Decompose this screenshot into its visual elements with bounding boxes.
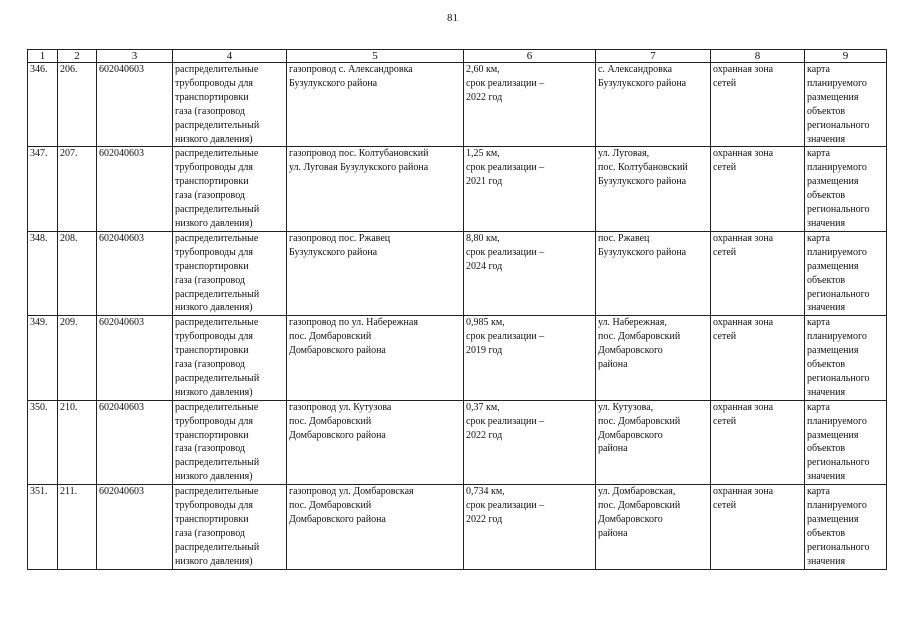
sub-number: 208. xyxy=(60,232,78,244)
zone-cell xyxy=(711,400,805,484)
row-number: 350. xyxy=(30,401,48,413)
table-header xyxy=(28,50,887,63)
type-cell xyxy=(173,316,287,400)
header-cell: 5 xyxy=(287,50,464,63)
object-code: 602040603 xyxy=(99,317,144,329)
object-name: газопровод ул. Кутузова пос. Домбаровский Домбаровского района xyxy=(289,401,392,441)
object-type: распределительные трубопроводы для транспортировки газа (газопровод распределительный низкого давления) xyxy=(175,486,260,567)
params-cell xyxy=(464,231,596,315)
map-cell xyxy=(805,400,887,484)
name-cell xyxy=(287,147,464,231)
name-cell xyxy=(287,63,464,147)
object-name: газопровод пос. Ржавец Бузулукского района xyxy=(289,232,391,258)
object-code: 602040603 xyxy=(99,401,144,413)
zone-type: охранная зона сетей xyxy=(713,232,774,258)
location-cell xyxy=(596,485,711,569)
object-params: 0,734 км, срок реализации – 2022 год xyxy=(466,486,545,525)
type-cell xyxy=(173,485,287,569)
sub-number: 207. xyxy=(60,148,78,160)
map-reference: карта планируемого размещения объектов регионального значения xyxy=(807,401,870,483)
object-params: 2,60 км, срок реализации – 2022 год xyxy=(466,64,545,103)
header-cell: 2 xyxy=(58,50,97,63)
object-type: распределительные трубопроводы для транспортировки газа (газопровод распределительный низкого давления) xyxy=(175,148,260,229)
code-cell xyxy=(97,400,173,484)
sub-number-cell xyxy=(58,147,97,231)
objects-table xyxy=(27,49,887,570)
table-row xyxy=(28,400,887,484)
header-cell: 6 xyxy=(464,50,596,63)
object-name: газопровод по ул. Набережная пос. Домбаровский Домбаровского района xyxy=(289,317,418,357)
sub-number-cell xyxy=(58,316,97,400)
map-reference: карта планируемого размещения объектов регионального значения xyxy=(807,486,870,567)
table-row xyxy=(28,316,887,400)
map-reference: карта планируемого размещения объектов регионального значения xyxy=(807,317,870,398)
object-params: 8,80 км, срок реализации – 2024 год xyxy=(466,232,545,272)
header-cell: 1 xyxy=(28,50,58,63)
name-cell xyxy=(287,400,464,484)
table-row xyxy=(28,485,887,569)
object-params: 0,37 км, срок реализации – 2022 год xyxy=(466,401,545,441)
map-reference: карта планируемого размещения объектов регионального значения xyxy=(807,64,870,145)
header-cell: 3 xyxy=(97,50,173,63)
page-number: 81 xyxy=(447,12,458,24)
object-type: распределительные трубопроводы для транспортировки газа (газопровод распределительный низкого давления) xyxy=(175,232,260,314)
sub-number-cell xyxy=(58,400,97,484)
map-cell xyxy=(805,63,887,147)
params-cell xyxy=(464,400,596,484)
object-name: газопровод с. Александровка Бузулукского района xyxy=(289,64,413,89)
zone-cell xyxy=(711,316,805,400)
sub-number-cell xyxy=(58,231,97,315)
map-cell xyxy=(805,316,887,400)
object-location: ул. Домбаровская, пос. Домбаровский Домбаровского района xyxy=(598,486,681,539)
row-number-cell xyxy=(28,316,58,400)
params-cell xyxy=(464,316,596,400)
type-cell xyxy=(173,147,287,231)
code-cell xyxy=(97,316,173,400)
object-type: распределительные трубопроводы для транспортировки газа (газопровод распределительный низкого давления) xyxy=(175,317,260,398)
type-cell xyxy=(173,63,287,147)
object-code: 602040603 xyxy=(99,486,144,498)
map-cell xyxy=(805,231,887,315)
zone-type: охранная зона сетей xyxy=(713,486,774,512)
zone-cell xyxy=(711,147,805,231)
object-location: пос. Ржавец Бузулукского района xyxy=(598,232,687,258)
header-row xyxy=(28,50,887,63)
row-number: 348. xyxy=(30,232,48,244)
params-cell xyxy=(464,63,596,147)
header-cell: 9 xyxy=(805,50,887,63)
row-number-cell xyxy=(28,485,58,569)
object-params: 1,25 км, срок реализации – 2021 год xyxy=(466,148,545,188)
sub-number-cell xyxy=(58,485,97,569)
sub-number: 211. xyxy=(60,486,78,498)
code-cell xyxy=(97,485,173,569)
object-location: с. Александровка Бузулукского района xyxy=(598,64,687,89)
object-code: 602040603 xyxy=(99,148,144,160)
row-number: 349. xyxy=(30,317,48,329)
code-cell xyxy=(97,231,173,315)
header-cell: 8 xyxy=(711,50,805,63)
location-cell xyxy=(596,147,711,231)
header-cell: 4 xyxy=(173,50,287,63)
object-name: газопровод ул. Домбаровская пос. Домбаровский Домбаровского района xyxy=(289,486,414,525)
location-cell xyxy=(596,400,711,484)
location-cell xyxy=(596,316,711,400)
zone-type: охранная зона сетей xyxy=(713,148,774,174)
map-cell xyxy=(805,147,887,231)
object-params: 0,985 км, срок реализации – 2019 год xyxy=(466,317,545,357)
params-cell xyxy=(464,147,596,231)
object-code: 602040603 xyxy=(99,232,144,244)
row-number: 347. xyxy=(30,148,48,160)
object-name: газопровод пос. Колтубановский ул. Луговая Бузулукского района xyxy=(289,148,429,174)
name-cell xyxy=(287,485,464,569)
type-cell xyxy=(173,400,287,484)
code-cell xyxy=(97,147,173,231)
object-type: распределительные трубопроводы для транспортировки газа (газопровод распределительный низкого давления) xyxy=(175,401,260,483)
table-body xyxy=(28,63,887,570)
object-location: ул. Набережная, пос. Домбаровский Домбаровского района xyxy=(598,317,681,371)
object-code: 602040603 xyxy=(99,64,144,75)
row-number-cell xyxy=(28,231,58,315)
map-reference: карта планируемого размещения объектов регионального значения xyxy=(807,232,870,314)
table-row xyxy=(28,63,887,147)
type-cell xyxy=(173,231,287,315)
object-location: ул. Луговая, пос. Колтубановский Бузулукского района xyxy=(598,148,688,188)
row-number-cell xyxy=(28,63,58,147)
row-number-cell xyxy=(28,147,58,231)
name-cell xyxy=(287,231,464,315)
code-cell xyxy=(97,63,173,147)
object-type: распределительные трубопроводы для транспортировки газа (газопровод распределительный низкого давления) xyxy=(175,64,260,145)
table-row xyxy=(28,147,887,231)
zone-cell xyxy=(711,485,805,569)
location-cell xyxy=(596,231,711,315)
name-cell xyxy=(287,316,464,400)
object-location: ул. Кутузова, пос. Домбаровский Домбаровского района xyxy=(598,401,681,455)
zone-type: охранная зона сетей xyxy=(713,317,774,343)
sub-number: 209. xyxy=(60,317,78,329)
row-number-cell xyxy=(28,400,58,484)
map-reference: карта планируемого размещения объектов регионального значения xyxy=(807,148,870,229)
sub-number-cell xyxy=(58,63,97,147)
sub-number: 210. xyxy=(60,401,78,413)
zone-type: охранная зона сетей xyxy=(713,401,774,427)
sub-number: 206. xyxy=(60,64,78,75)
zone-cell xyxy=(711,63,805,147)
header-cell: 7 xyxy=(596,50,711,63)
table-row xyxy=(28,231,887,315)
location-cell xyxy=(596,63,711,147)
zone-cell xyxy=(711,231,805,315)
params-cell xyxy=(464,485,596,569)
map-cell xyxy=(805,485,887,569)
zone-type: охранная зона сетей xyxy=(713,64,774,89)
row-number: 351. xyxy=(30,486,48,498)
row-number: 346. xyxy=(30,64,48,75)
